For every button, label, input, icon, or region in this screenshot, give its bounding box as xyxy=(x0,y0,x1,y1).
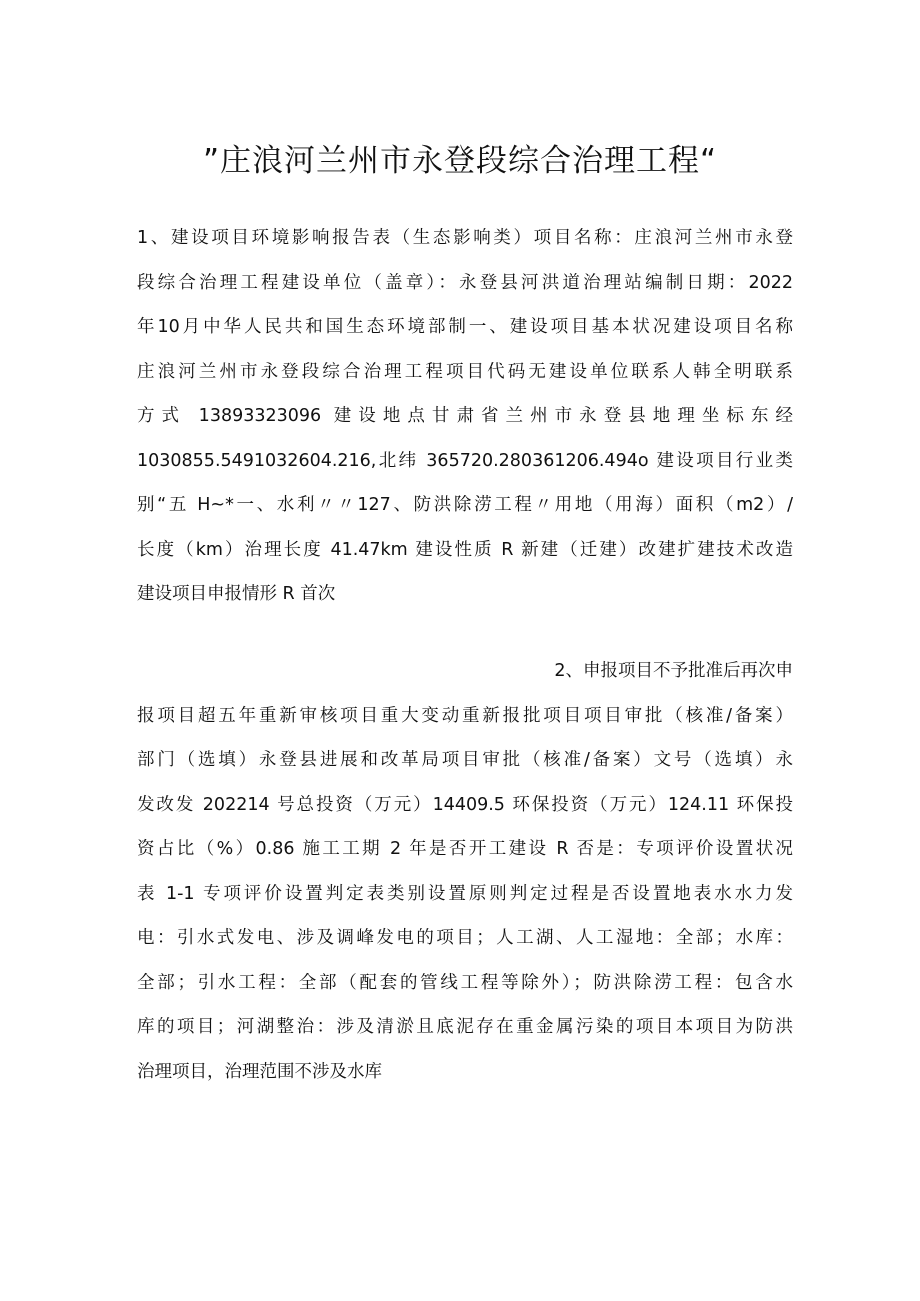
paragraph-line: 1、建设项目环境影响报告表（生态影响类）项目名称：庄浪河兰州市永登 xyxy=(137,228,793,248)
document-title: ”庄浪河兰州市永登段综合治理工程“ xyxy=(202,143,718,179)
paragraph-line: 全部；引水工程：全部（配套的管线工程等除外）；防洪除涝工程：包含水 xyxy=(137,972,793,993)
paragraph-line: 庄浪河兰州市永登段综合治理工程项目代码无建设单位联系人韩全明联系 xyxy=(137,361,793,382)
paragraph-line: 别“五 H~*一、水利〃〃127、防洪除涝工程〃用地（用海）面积（m2）/ xyxy=(137,495,793,515)
paragraph-line: 2、申报项目不予批准后再次申 xyxy=(554,661,793,681)
paragraph-line: 段综合治理工程建设单位（盖章）：永登县河洪道治理站编制日期：2022 xyxy=(137,272,793,293)
section-2-paragraph xyxy=(137,649,793,1094)
paragraph-line: 长度（km）治理长度 41.47km 建设性质 R 新建（迁建）改建扩建技术改造 xyxy=(137,539,793,560)
paragraph-line: 建设项目申报情形 R 首次 xyxy=(137,584,336,604)
paragraph-line: 报项目超五年重新审核项目重大变动重新报批项目项目审批（核准/备案） xyxy=(137,705,793,726)
section-1-paragraph xyxy=(137,216,793,617)
paragraph-line: 发改发 202214 号总投资（万元）14409.5 环保投资（万元）124.11 环保投 xyxy=(137,794,793,815)
paragraph-line: 方式 13893323096 建设地点甘肃省兰州市永登县地理坐标东经 xyxy=(137,406,793,426)
paragraph-line: 治理项目，治理范围不涉及水库 xyxy=(137,1061,382,1082)
paragraph-line: 库的项目；河湖整治：涉及清淤且底泥存在重金属污染的项目本项目为防洪 xyxy=(137,1017,793,1037)
paragraph-line: 资占比（%）0.86 施工工期 2 年是否开工建设 R 否是：专项评价设置状况 xyxy=(137,839,793,859)
paragraph-line: 年10月中华人民共和国生态环境部制一、建设项目基本状况建设项目名称 xyxy=(137,317,793,337)
paragraph-line: 部门（选填）永登县进展和改革局项目审批（核准/备案）文号（选填）永 xyxy=(137,750,793,770)
paragraph-line: 电：引水式发电、涉及调峰发电的项目；人工湖、人工湿地：全部；水库： xyxy=(137,928,793,948)
paragraph-line: 1030855.5491032604.216,北纬 365720.280361206.494o 建设项目行业类 xyxy=(137,450,793,471)
paragraph-line: 表 1-1 专项评价设置判定表类别设置原则判定过程是否设置地表水水力发 xyxy=(137,883,793,904)
